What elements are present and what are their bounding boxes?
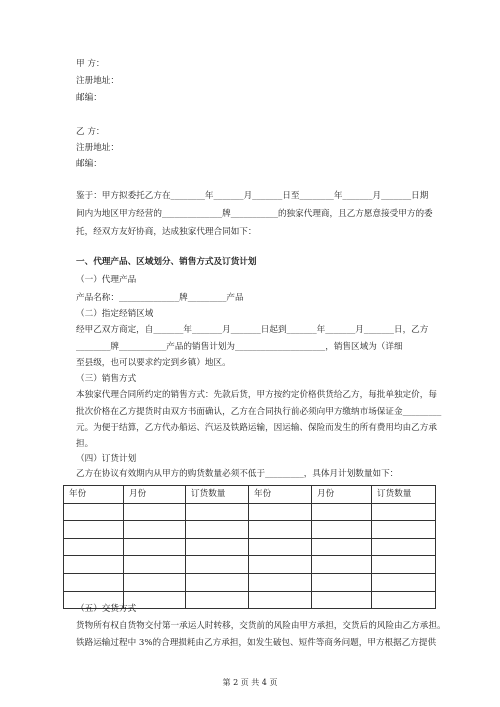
table-cell [64, 521, 124, 539]
table-row [64, 573, 436, 591]
table-cell [312, 591, 372, 609]
table-cell [312, 521, 372, 539]
table-cell [124, 503, 186, 521]
table-cell [372, 538, 436, 556]
table-cell [249, 556, 312, 574]
page-number: 第 2 页 共 4 页 [222, 678, 278, 687]
table-cell [312, 573, 372, 591]
table-row [64, 503, 436, 521]
table-cell [372, 521, 436, 539]
table-cell [186, 591, 249, 609]
preamble-line: 托，经双方友好协商，达成独家代理合同如下： [76, 227, 257, 237]
section-heading: 一、代理产品、区域划分、销售方式及订货计划 [76, 257, 257, 267]
table-cell [64, 503, 124, 521]
sales-line: 批次价格在乙方提货时由双方书面确认，乙方在合同执行前必须向甲方缴纳市场保证金_________ [76, 407, 442, 417]
table-cell [312, 538, 372, 556]
table-cell [312, 503, 372, 521]
table-cell [186, 521, 249, 539]
table-cell [372, 591, 436, 609]
delivery-line: 铁路运输过程中 3%的合理损耗由乙方承担，如发生破包、短件等商务问题，甲方根据乙方提供 [76, 638, 437, 648]
table-header-cell: 订货数量 [186, 486, 249, 504]
sales-line: 本独家代理合同所约定的销售方式：先款后货，甲方按约定价格供货给乙方，每批单独定价，每 [76, 390, 437, 400]
subsection-title: （四）订货计划 [76, 454, 137, 464]
sales-line: 担。 [76, 439, 94, 449]
table-cell [249, 591, 312, 609]
party-b-label: 乙 方： [76, 127, 105, 137]
table-cell [186, 503, 249, 521]
table-header-cell: 月份 [124, 486, 186, 504]
region-line: 至县级，也可以要求约定到乡镇）地区。 [76, 358, 231, 368]
table-cell [249, 538, 312, 556]
table-row [64, 521, 436, 539]
table-header-cell: 年份 [64, 486, 124, 504]
subsection-title: （五）交货方式 [76, 604, 137, 614]
table-row [64, 538, 436, 556]
table-header-cell: 订货数量 [372, 486, 436, 504]
preamble-line: 间内为地区甲方经营的______________牌___________的独家代理商，且乙方愿意接受甲方的委 [76, 209, 433, 219]
table-row [64, 556, 436, 574]
order-plan-line: 乙方在协议有效期内从甲方的购货数量必须不低于_________，具体月计划数量如下： [76, 469, 399, 479]
table-cell [372, 503, 436, 521]
table-header-row [64, 486, 436, 504]
table-cell [249, 503, 312, 521]
region-line: ________牌___________产品的销售计划为_____________________，销售区域为（详细 [76, 342, 403, 352]
table-cell [249, 573, 312, 591]
table-cell [124, 556, 186, 574]
table-cell [186, 538, 249, 556]
table-cell [64, 556, 124, 574]
table-header-cell: 月份 [312, 486, 372, 504]
order-plan-table [63, 485, 436, 609]
subsection-title: （二）指定经销区域 [76, 309, 154, 319]
party-b-postcode: 邮编： [76, 159, 102, 169]
table-cell [124, 538, 186, 556]
party-a-address: 注册地址： [76, 76, 119, 86]
table-cell [64, 573, 124, 591]
table-cell [249, 521, 312, 539]
table-cell [372, 573, 436, 591]
delivery-line: 货物所有权自货物交付第一承运人时转移，交货前的风险由甲方承担，交货后的风险由乙方承担。 [76, 621, 446, 631]
table-cell [186, 556, 249, 574]
preamble-line: 鉴于：甲方拟委托乙方在________年_______月_______日至________年_______月_______日期 [76, 191, 429, 201]
party-a-label: 甲 方： [76, 59, 105, 69]
table-cell [186, 573, 249, 591]
table-cell [372, 556, 436, 574]
sales-line: 元。为便于结算，乙方代办船运、汽运及铁路运输，因运输、保险而发生的所有费用均由乙方承 [76, 423, 437, 433]
party-a-postcode: 邮编： [76, 93, 102, 103]
subsection-title: （一）代理产品 [76, 275, 137, 285]
table-cell [124, 521, 186, 539]
region-line: 经甲乙双方商定，自_______年_______月_______日起到_______年_______月_______日，乙方 [76, 325, 429, 335]
table-header-cell: 年份 [249, 486, 312, 504]
party-b-address: 注册地址： [76, 143, 119, 153]
subsection-title: （三）销售方式 [76, 374, 137, 384]
table-cell [64, 538, 124, 556]
table-cell [124, 573, 186, 591]
table-cell [312, 556, 372, 574]
product-name-line: 产品名称：______________牌_________产品 [76, 293, 244, 303]
